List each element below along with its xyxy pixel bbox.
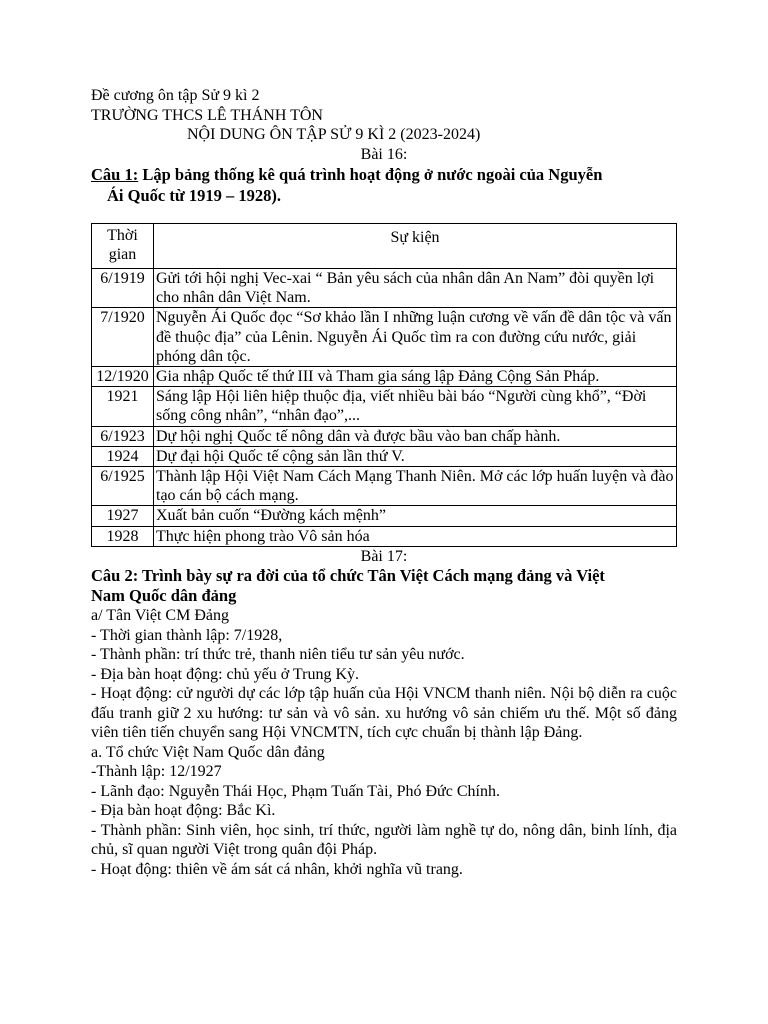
list-item: - Lãnh đạo: Nguyễn Thái Học, Phạm Tuấn Tài, Phó Đức Chính. bbox=[91, 782, 500, 800]
list-item: - Thành phần: Sinh viên, học sinh, trí thức, người làm nghề tự do, nông dân, binh lính, địa chủ, sĩ quan người Việt trong quân đội Pháp. bbox=[91, 821, 677, 859]
column-header-time: Thời gian bbox=[92, 224, 154, 269]
row-time: 1928 bbox=[92, 526, 154, 546]
table-row bbox=[92, 387, 677, 426]
question-1 bbox=[91, 164, 677, 206]
row-time: 7/1920 bbox=[92, 308, 154, 367]
document-page bbox=[91, 86, 677, 879]
row-event: Dự đại hội Quốc tế cộng sản lần thứ V. bbox=[154, 446, 677, 466]
row-event: Nguyễn Ái Quốc đọc “Sơ khảo lần I những luận cương về vấn đề dân tộc và vấn đề thuộc địa” của Lênin. Nguyễn Ái Quốc tìm ra con đường cứu nước, giải phóng dân tộc. bbox=[154, 308, 677, 367]
list-item: - Thành phần: trí thức trẻ, thanh niên tiểu tư sản yêu nước. bbox=[91, 646, 465, 664]
section-heading: a. Tổ chức Việt Nam Quốc dân đảng bbox=[91, 743, 325, 761]
question-2 bbox=[91, 566, 677, 606]
section-heading: a/ Tân Việt CM Đảng bbox=[91, 607, 229, 625]
table-row bbox=[92, 367, 677, 387]
section-tan-viet bbox=[91, 606, 677, 743]
list-item: -Thành lập: 12/1927 bbox=[91, 763, 222, 781]
row-event: Sáng lập Hội liên hiệp thuộc địa, viết nhiều bài báo “Người cùng khổ”, “Đời sống công nhân”, “nhân đạo”,... bbox=[154, 387, 677, 426]
section-vn-quoc-dan-dang bbox=[91, 743, 677, 880]
question-1-label: Câu 1: bbox=[91, 165, 139, 184]
table-row bbox=[92, 506, 677, 526]
question-2-text-cont: Nam Quốc dân đảng bbox=[91, 586, 237, 606]
question-1-text: Lập bảng thống kê quá trình hoạt động ở nước ngoài của Nguyễn bbox=[138, 165, 603, 184]
row-event: Gửi tới hội nghị Vec-xai “ Bản yêu sách của nhân dân An Nam” đòi quyền lợi cho nhân dân Việt Nam. bbox=[154, 269, 677, 308]
row-time: 6/1919 bbox=[92, 269, 154, 308]
row-event: Thành lập Hội Việt Nam Cách Mạng Thanh Niên. Mở các lớp huấn luyện và đào tạo cán bộ cách mạng. bbox=[154, 467, 677, 506]
row-event: Thực hiện phong trào Vô sản hóa bbox=[154, 526, 677, 546]
question-2-text: Câu 2: Trình bày sự ra đời của tổ chức Tân Việt Cách mạng đảng và Việt bbox=[91, 566, 605, 586]
table-row bbox=[92, 446, 677, 466]
table-row bbox=[92, 526, 677, 546]
lesson-16-heading: Bài 16: bbox=[360, 145, 408, 163]
document-subject-line: Đề cương ôn tập Sử 9 kì 2 bbox=[91, 87, 260, 104]
row-time: 1927 bbox=[92, 506, 154, 526]
table-row bbox=[92, 426, 677, 446]
row-event: Xuất bản cuốn “Đường kách mệnh” bbox=[154, 506, 677, 526]
table-row bbox=[92, 467, 677, 506]
table-row bbox=[92, 269, 677, 308]
activity-table bbox=[91, 223, 677, 547]
row-time: 6/1923 bbox=[92, 426, 154, 446]
row-time: 1924 bbox=[92, 446, 154, 466]
row-event: Gia nhập Quốc tế thứ III và Tham gia sáng lập Đảng Cộng Sản Pháp. bbox=[154, 367, 677, 387]
row-time: 1921 bbox=[92, 387, 154, 426]
list-item: - Địa bàn hoạt động: Bắc Kì. bbox=[91, 802, 276, 820]
list-item: - Địa bàn hoạt động: chủ yếu ở Trung Kỳ. bbox=[91, 665, 359, 683]
lesson-17-heading: Bài 17: bbox=[360, 547, 408, 565]
row-event: Dự hội nghị Quốc tế nông dân và được bầu vào ban chấp hành. bbox=[154, 426, 677, 446]
row-time: 6/1925 bbox=[92, 467, 154, 506]
document-title: NỘI DUNG ÔN TẬP SỬ 9 KÌ 2 (2023-2024) bbox=[187, 126, 481, 143]
table-header-row bbox=[92, 224, 677, 269]
list-item: - Hoạt động: cử người dự các lớp tập huấn của Hội VNCM thanh niên. Nội bộ diễn ra cuộc đấu tranh giữ 2 xu hướng: tư sản và vô sản. xu hướng vô sản chiếm ưu thế. Một số đảng viên tiên tiến chuyển sang Hội VNCMTN, tích cực chuẩn bị thành lập Đảng. bbox=[91, 685, 677, 742]
column-header-event: Sự kiện bbox=[154, 224, 677, 269]
table-row bbox=[92, 308, 677, 367]
question-1-text-cont: Ái Quốc từ 1919 – 1928). bbox=[107, 186, 281, 205]
list-item: - Hoạt động: thiên về ám sát cá nhân, khởi nghĩa vũ trang. bbox=[91, 860, 463, 878]
school-name: TRƯỜNG THCS LÊ THÁNH TÔN bbox=[91, 106, 323, 124]
row-time: 12/1920 bbox=[92, 367, 154, 387]
list-item: - Thời gian thành lập: 7/1928, bbox=[91, 626, 283, 644]
